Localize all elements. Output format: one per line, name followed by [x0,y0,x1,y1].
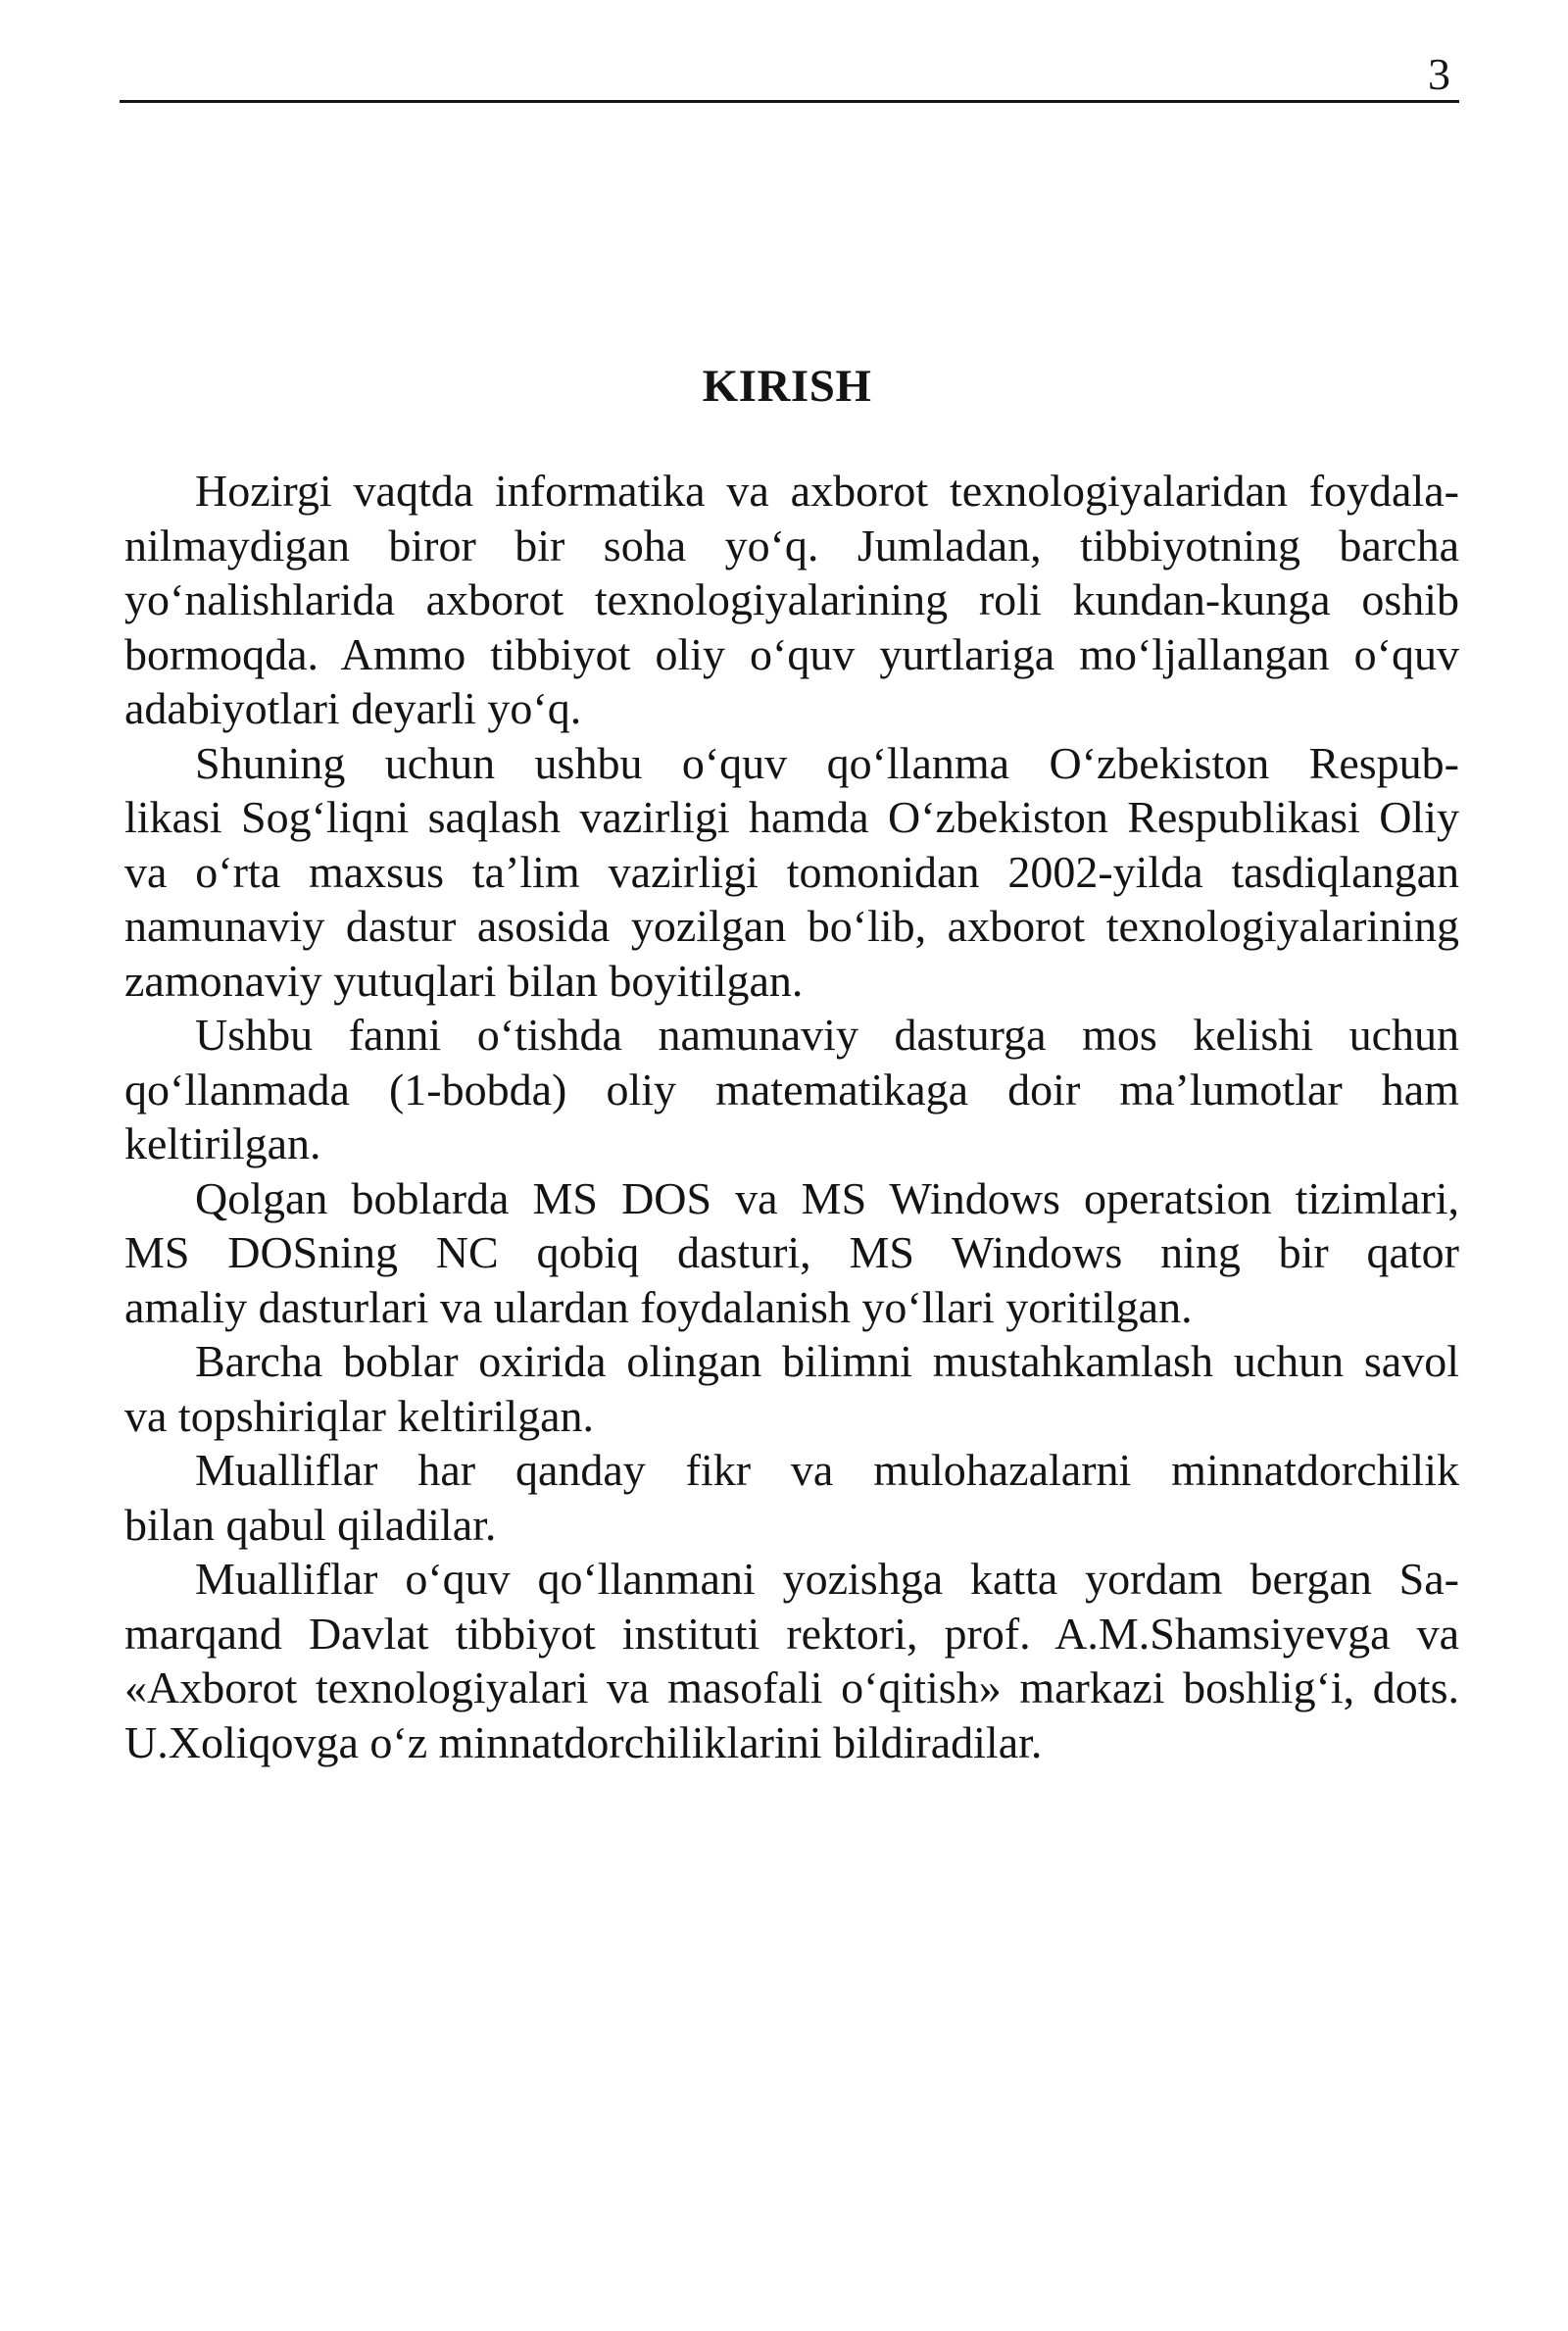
text-line: Barcha boblar oxirida olingan bilimni mustahkamlash uchun savol [195,1336,1459,1386]
text-line: keltirilgan. [124,1118,321,1168]
text-line: «Axborot texnologiyalari va masofali o‘qitish» markazi boshlig‘i, dots. [124,1662,1459,1712]
text-line: nilmaydigan biror bir soha yo‘q. Jumladan, tibbiyotning barcha [124,520,1459,570]
text-line: va topshiriqlar keltirilgan. [124,1390,595,1441]
text-line: U.Xoliqovga o‘z minnatdorchiliklarini bildiradilar. [124,1716,1043,1767]
chapter-title: KIRISH [702,361,872,412]
header-rule [120,100,1459,103]
text-line: Mualliflar o‘quv qo‘llanmani yozishga katta yordam bergan Sa- [195,1554,1459,1604]
text-line: Shuning uchun ushbu o‘quv qo‘llanma O‘zbekiston Respub- [195,737,1459,788]
page-number: 3 [1428,49,1450,99]
text-line: va o‘rta maxsus ta’lim vazirligi tomonidan 2002-yilda tasdiqlangan [124,846,1459,897]
text-line: Hozirgi vaqtda informatika va axborot texnologiyalaridan foydala- [195,466,1459,516]
paragraph-5 [124,1334,1459,1443]
paragraph-3 [124,1008,1459,1171]
text-line: Ushbu fanni o‘tishda namunaviy dasturga mos kelishi uchun [195,1010,1459,1060]
paragraph-6 [124,1443,1459,1552]
text-line: amaliy dasturlari va ulardan foydalanish yo‘llari yoritilgan. [124,1281,1193,1332]
paragraph-7 [124,1552,1459,1769]
text-line: namunaviy dastur asosida yozilgan bo‘lib, axborot texnologiyalarining [124,901,1459,951]
text-line: zamonaviy yutuqlari bilan boyitilgan. [124,955,804,1006]
text-line: likasi Sog‘liqni saqlash vazirligi hamda O‘zbekiston Respublikasi Oliy [124,792,1459,842]
text-line: MS DOSning NC qobiq dasturi, MS Windows ning bir qator [124,1227,1459,1277]
text-line: qo‘llanmada (1-bobda) oliy matematikaga doir ma’lumotlar ham [124,1064,1459,1115]
text-line: bormoqda. Ammo tibbiyot oliy o‘quv yurtlariga mo‘ljallangan o‘quv [124,628,1459,679]
text-body [124,464,1459,1769]
text-line: yo‘nalishlarida axborot texnologiyalarining roli kundan-kunga oshib [124,574,1459,624]
paragraph-1 [124,464,1459,736]
paragraph-4 [124,1171,1459,1335]
text-line: Qolgan boblarda MS DOS va MS Windows operatsion tizimlari, [195,1172,1459,1223]
text-line: bilan qabul qiladilar. [124,1499,497,1550]
text-line: marqand Davlat tibbiyot instituti rektori, prof. A.M.Shamsiyevga va [124,1608,1459,1659]
text-line: Mualliflar har qanday fikr va mulohazalarni minnatdorchilik [195,1445,1459,1495]
paragraph-2 [124,736,1459,1009]
text-line: adabiyotlari deyarli yo‘q. [124,683,582,733]
